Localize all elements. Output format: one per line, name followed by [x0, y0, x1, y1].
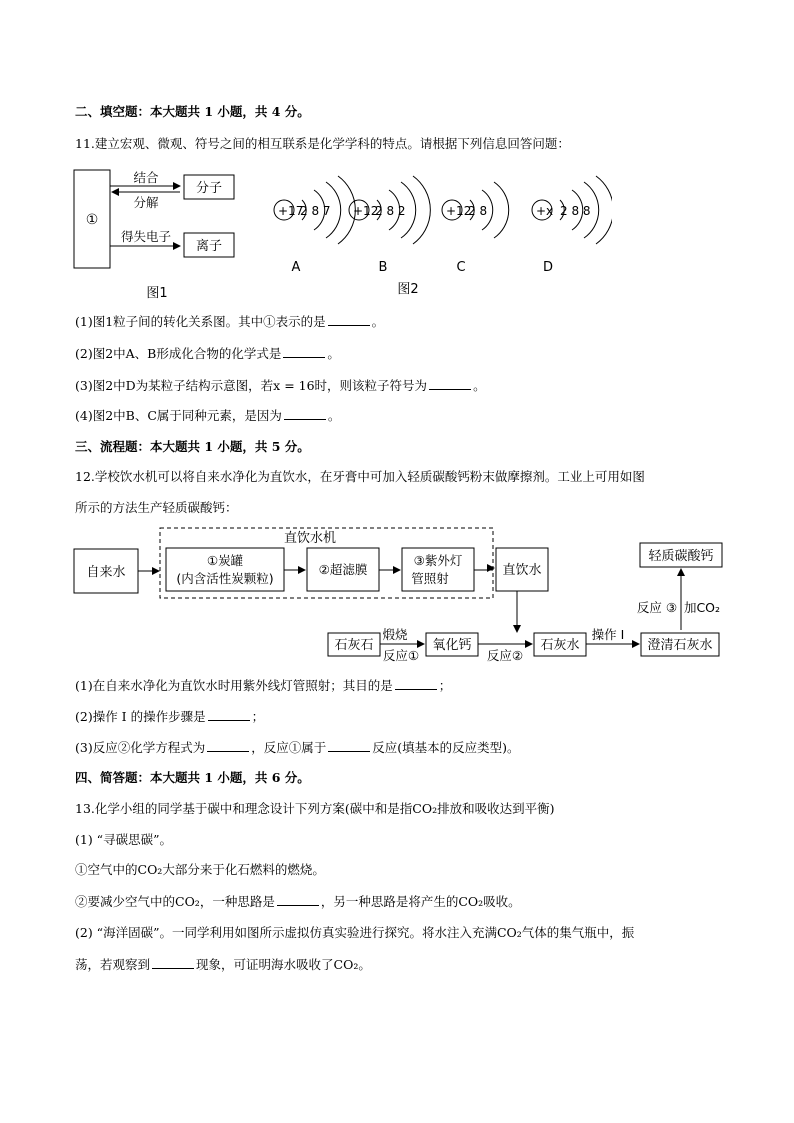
- atom-label: D: [542, 260, 554, 275]
- shell-electrons: 2 8 2: [375, 204, 406, 218]
- shell-electrons: 2 8 7: [300, 204, 331, 218]
- ion-label: 离子: [195, 239, 223, 254]
- figure-2: [262, 160, 612, 300]
- sub-question-1: (1)图1粒子间的转化关系图。其中①表示的是 。: [75, 314, 385, 329]
- calcine-label: 煅烧: [382, 627, 408, 642]
- reaction-3-label: 反应 ③: [636, 600, 678, 615]
- add-co2-label: 加CO₂: [683, 600, 721, 615]
- question-stem: 12.学校饮水机可以将自来水净化为直饮水，在牙膏中可加入轻质碳酸钙粉末做摩擦剂。工业上可用如图: [75, 469, 645, 484]
- carbon-tank-note: (内含活性炭颗粒): [176, 571, 274, 586]
- atom-label: A: [291, 260, 301, 275]
- question-stem: 13.化学小组的同学基于碳中和理念设计下列方案(碳中和是指CO₂排放和吸收达到平衡): [75, 801, 555, 816]
- ultrafilter-label: ②超滤膜: [318, 562, 368, 577]
- sub-question-3: (3)图2中D为某粒子结构示意图，若x = 16时，则该粒子符号为 。: [75, 378, 486, 393]
- sub-question-2: (2)操作 I 的操作步骤是 ；: [75, 709, 265, 724]
- atom-diagram-b: [349, 176, 430, 275]
- sub-question-3: (3)反应②化学方程式为 ，反应①属于 反应(填基本的反应类型)。: [75, 740, 520, 755]
- sub-question-4: (4)图2中B、C属于同种元素，是因为 。: [75, 408, 341, 423]
- answer-blank[interactable]: [328, 739, 370, 752]
- atom-diagram-c: [442, 182, 509, 275]
- figure-2-caption: 图2: [397, 282, 419, 297]
- answer-blank[interactable]: [429, 377, 471, 390]
- nucleus-charge: +12: [353, 204, 379, 218]
- operation-label: 操作 I: [591, 627, 625, 642]
- tap-water-label: 自来水: [86, 565, 126, 580]
- answer-blank[interactable]: [152, 956, 194, 969]
- figure-1-caption: 图1: [146, 286, 168, 301]
- process-flowchart: [70, 524, 730, 670]
- question-stem: 11.建立宏观、微观、符号之间的相互联系是化学学科的特点。请根据下列信息回答问题：: [75, 136, 570, 151]
- atom-diagram-a: [274, 176, 355, 275]
- atom-label: B: [378, 260, 388, 275]
- clear-lime-water-label: 澄清石灰水: [647, 638, 713, 653]
- uv-lamp-label-2: 管照射: [411, 571, 449, 586]
- decompose-label: 分解: [133, 195, 159, 210]
- molecule-label: 分子: [195, 181, 223, 196]
- light-caco3-label: 轻质碳酸钙: [648, 549, 714, 564]
- nucleus-charge: +17: [278, 204, 304, 218]
- drinking-water-label: 直饮水: [502, 563, 542, 578]
- atom-diagram-d: [532, 176, 612, 275]
- combine-label: 结合: [133, 170, 159, 185]
- uv-lamp-label: ③紫外灯: [413, 553, 463, 568]
- nucleus-charge: +x: [536, 204, 554, 218]
- electron-label: 得失电子: [120, 229, 172, 244]
- question-stem-cont: 所示的方法生产轻质碳酸钙：: [75, 500, 238, 515]
- answer-blank[interactable]: [277, 893, 319, 906]
- answer-blank[interactable]: [283, 345, 325, 358]
- cao-label: 氧化钙: [432, 638, 472, 653]
- machine-title: 直饮水机: [283, 531, 337, 546]
- sub-question-1a: ①空气中的CO₂大部分来于化石燃料的燃烧。: [75, 862, 325, 877]
- lime-water-label: 石灰水: [540, 638, 580, 653]
- sub-question-2-cont: 荡，若观察到 现象，可证明海水吸收了CO₂。: [75, 957, 371, 972]
- sub-question-1b: ②要减少空气中的CO₂，一种思路是 ，另一种思路是将产生的CO₂吸收。: [75, 894, 521, 909]
- atom-label: C: [456, 260, 466, 275]
- limestone-label: 石灰石: [334, 638, 374, 653]
- answer-blank[interactable]: [284, 407, 326, 420]
- sub-question-1: (1)在自来水净化为直饮水时用紫外线灯管照射；其目的是 ；: [75, 678, 452, 693]
- sub-question-2: (2)图2中A、B形成化合物的化学式是 。: [75, 346, 340, 361]
- carbon-tank-label: ①炭罐: [206, 553, 244, 568]
- section-heading: 三、流程题：本大题共 1 小题，共 5 分。: [75, 439, 310, 454]
- shell-electrons: 2 8: [468, 204, 488, 218]
- section-heading: 二、填空题：本大题共 1 小题，共 4 分。: [75, 104, 310, 119]
- shell-electrons: 2 8 8: [560, 204, 591, 218]
- figure-1: [70, 165, 250, 305]
- sub-question-1: (1) “寻碳思碳”。: [75, 832, 172, 847]
- nucleus-charge: +12: [446, 204, 472, 218]
- particle-symbol: ①: [85, 212, 99, 228]
- reaction-1-label: 反应①: [382, 648, 420, 663]
- section-heading: 四、简答题：本大题共 1 小题，共 6 分。: [75, 770, 310, 785]
- answer-blank[interactable]: [208, 708, 250, 721]
- answer-blank[interactable]: [207, 739, 249, 752]
- answer-blank[interactable]: [328, 313, 370, 326]
- answer-blank[interactable]: [395, 677, 437, 690]
- sub-question-2: (2) “海洋固碳”。一同学利用如图所示虚拟仿真实验进行探究。将水注入充满CO₂气体的集气瓶中，振: [75, 925, 635, 940]
- reaction-2-label: 反应②: [486, 648, 524, 663]
